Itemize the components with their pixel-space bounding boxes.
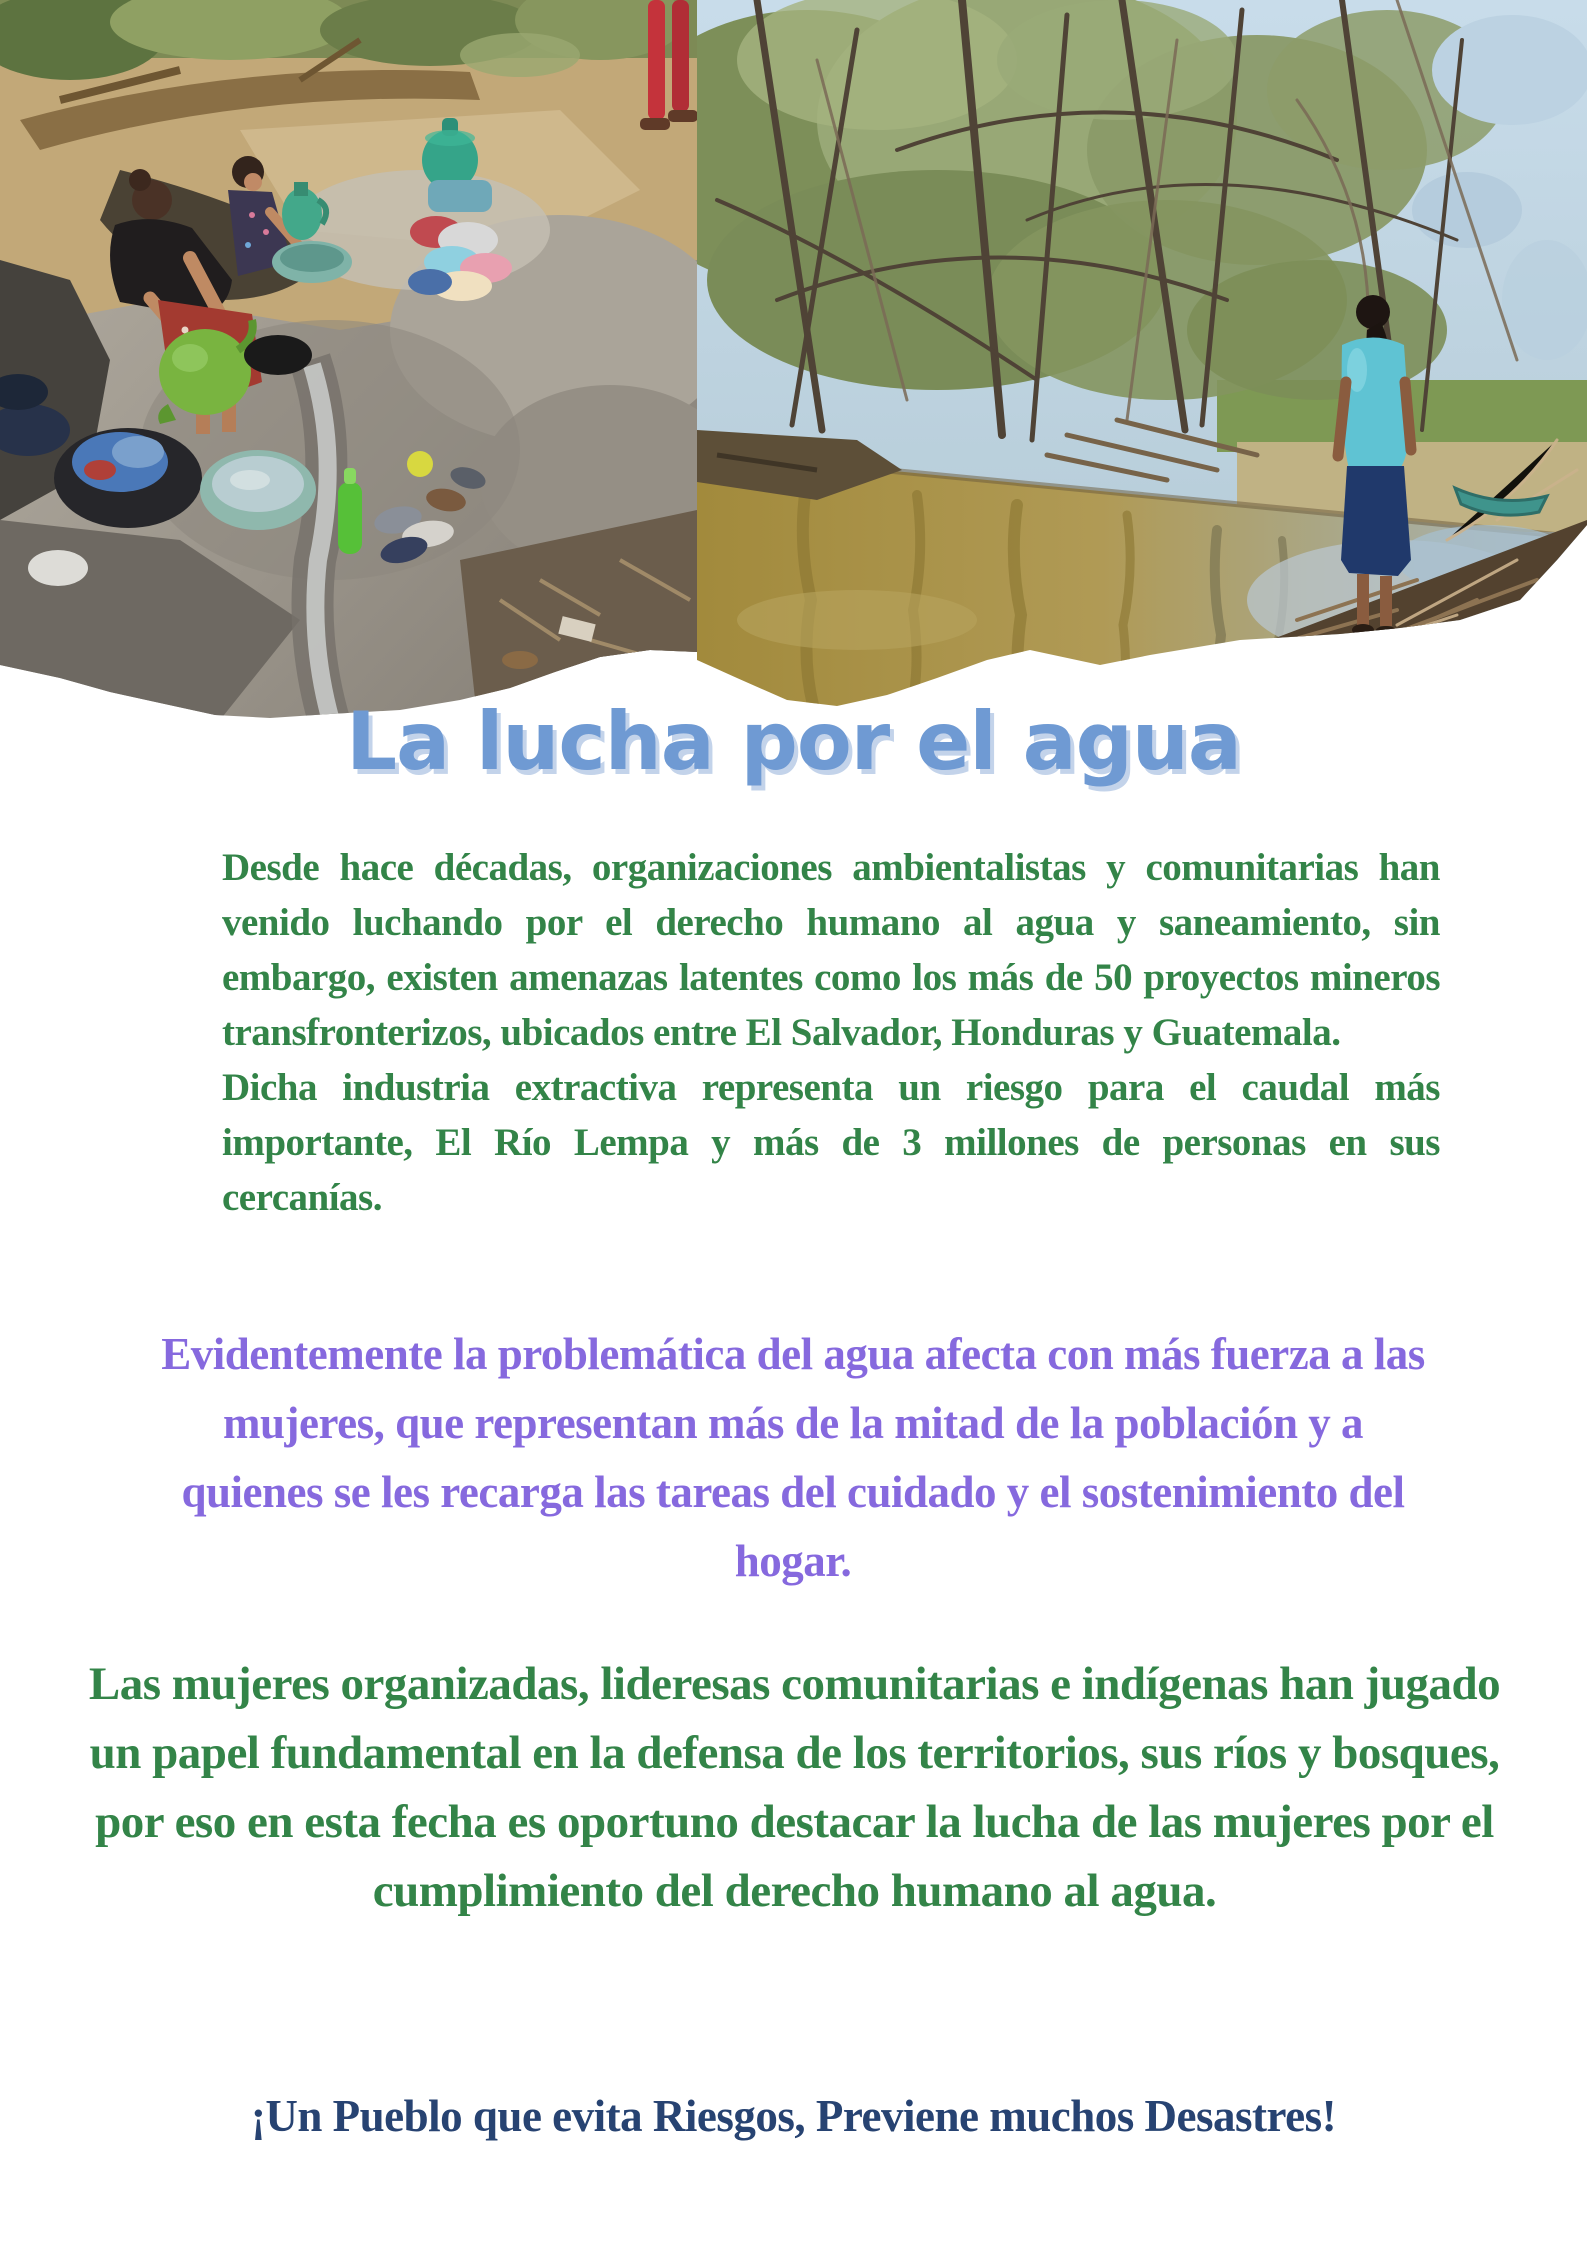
page-title: La lucha por el agua: [346, 695, 1241, 788]
women-paragraph: Las mujeres organizadas, lideresas comunitarias e indígenas han jugado un papel fundamental en la defensa de los territorios, sus ríos y bosques, por eso en esta fecha es oportuno destacar la lucha de las mujeres por el cumplimiento del derecho humano al agua.: [88, 1658, 1501, 1917]
intro-paragraph: [222, 840, 1440, 1225]
highlight-paragraph: Evidentemente la problemática del agua afecta con más fuerza a las mujeres, que representan más de la mitad de la población y a quienes se les recarga las tareas del cuidado y el sostenimiento del hogar.: [161, 1329, 1425, 1586]
intro-paragraph-part1: Desde hace décadas, organizaciones ambientalistas y comunitarias han venido luchando por el derecho humano al agua y saneamiento, sin embargo, existen amenazas latentes como los más de 50 proyectos mineros transfronterizos, ubicados entre El Salvador, Honduras y Guatemala.: [222, 846, 1440, 1054]
photo-right-contaminated-river: [577, 0, 1587, 745]
photo-left-washing-clothes: [0, 0, 760, 745]
slogan: ¡Un Pueblo que evita Riesgos, Previene muchos Desastres!: [250, 2091, 1337, 2141]
intro-paragraph-part2: Dicha industria extractiva representa un riesgo para el caudal más importante, El Río Lempa y más de 3 millones de personas en sus cercanías.: [222, 1066, 1440, 1219]
photo-collage: [0, 0, 1587, 745]
